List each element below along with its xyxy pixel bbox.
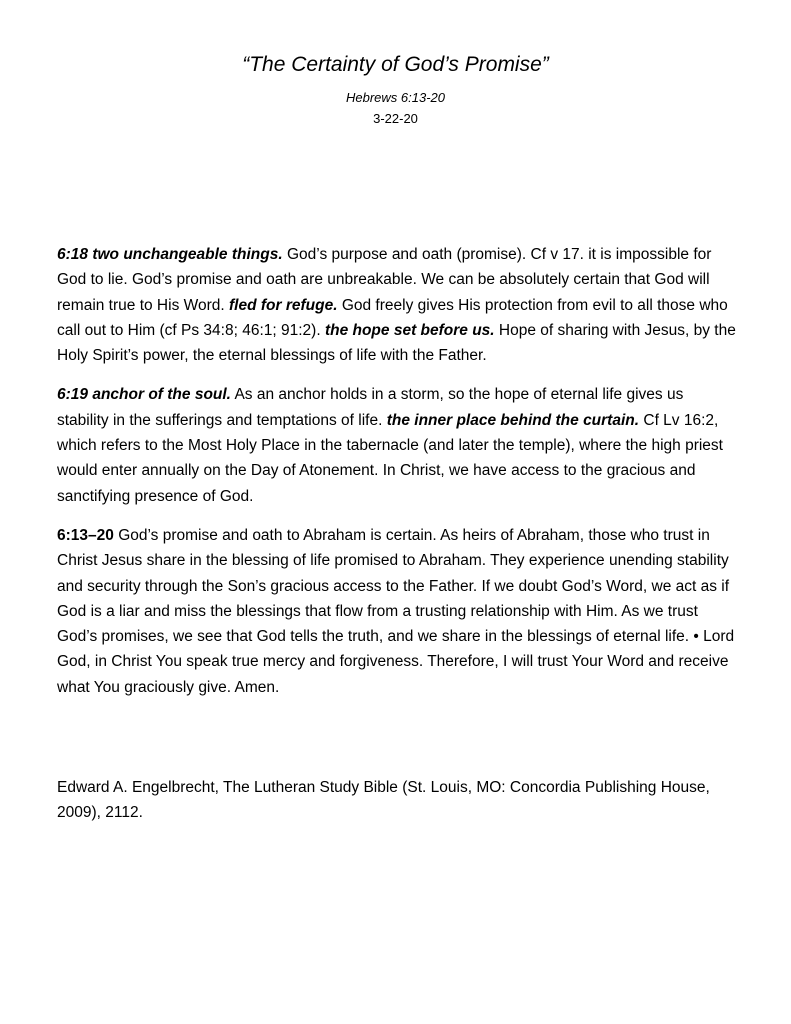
commentary-paragraph-6-18 [57,242,737,368]
commentary-text: Hope of sharing with Jesus, by the Holy Spirit’s power, the eternal blessings of life with the Father. [57,321,736,365]
document-title: “The Certainty of God’s Promise” [242,53,549,76]
commentary-text: As an anchor holds in a storm, so the hope of eternal life gives us stability in the sufferings and temptations of life. [57,386,684,429]
commentary-text: Cf Lv 16:2, which refers to the Most Holy Place in the tabernacle (and later the temple), where the high priest would enter annually on the Day of Atonement. In Christ, we have access to the gracious and sanctifying presence of God. [57,411,723,505]
key-term: fled for refuge. [229,296,338,314]
verse-reference: 6:19 [57,386,89,404]
commentary-body [57,242,737,714]
scripture-reference: Hebrews 6:13-20 [346,90,445,105]
document-date: 3-22-20 [373,111,418,126]
source-citation: Edward A. Engelbrecht, The Lutheran Study Bible (St. Louis, MO: Concordia Publishing House, 2009), 2112. [57,779,710,822]
commentary-paragraph-6-19 [57,382,737,508]
key-term: the hope set before us. [324,321,495,339]
verse-reference: 6:13–20 [57,526,114,544]
verse-reference: 6:18 [57,246,89,263]
key-term: the inner place behind the curtain. [386,411,640,429]
key-term: anchor of the soul. [92,386,231,404]
commentary-text: God freely gives His protection from evil to all those who call out to Him (cf Ps 34:8; 46:1; 91:2). [57,296,728,339]
commentary-paragraph-6-13-20 [57,523,737,700]
key-term: two unchangeable things. [92,246,283,263]
commentary-text: God’s promise and oath to Abraham is certain. As heirs of Abraham, those who trust in Christ Jesus share in the blessing of life promised to Abraham. They experience unending stability and security through the Son’s gracious access to the Father. If we doubt God’s Word, we act as if God is a liar and miss the blessings that flow from a trusting relationship with Him. As we trust God’s promises, we see that God tells the truth, and we share in the blessings of eternal life. • Lord God, in Christ You speak true mercy and forgiveness. Therefore, I will trust Your Word and receive what You graciously give. Amen. [57,526,735,696]
commentary-text: God’s purpose and oath (promise). Cf v 17. it is impossible for God to lie. God’s promise and oath are unbreakable. We can be absolutely certain that God will remain true to His Word. [57,246,712,314]
